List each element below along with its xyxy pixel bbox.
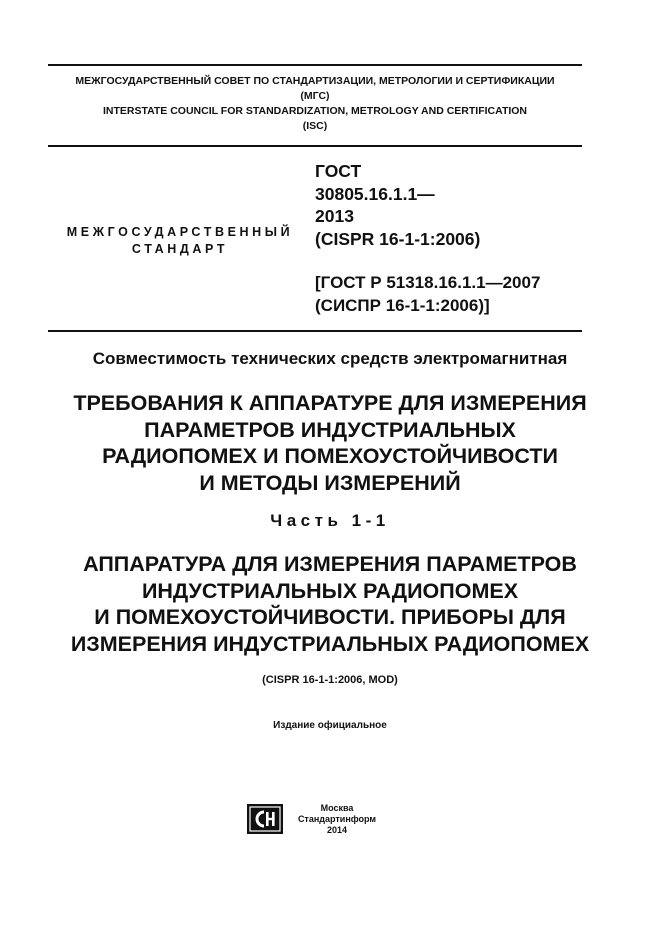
designation-line1: ГОСТ — [315, 161, 362, 181]
standard-type-line1: МЕЖГОСУДАРСТВЕННЫЙ — [66, 225, 294, 239]
document-subtitle: Совместимость технических средств электромагнитная — [92, 349, 568, 368]
cispr-reference: (CISPR 16-1-1:2006, MOD) — [262, 674, 398, 686]
edition-label: Издание официальное — [273, 720, 387, 731]
publisher-block — [290, 803, 384, 836]
part-title-line1: АППАРАТУРА ДЛЯ ИЗМЕРЕНИЯ ПАРАМЕТРОВ — [83, 552, 577, 576]
designation-line3: 2013 — [315, 206, 354, 226]
title-line2: ПАРАМЕТРОВ ИНДУСТРИАЛЬНЫХ — [144, 417, 516, 442]
title-line1: ТРЕБОВАНИЯ К АППАРАТУРЕ ДЛЯ ИЗМЕРЕНИЯ — [73, 391, 587, 415]
council-ru: МЕЖГОСУДАРСТВЕННЫЙ СОВЕТ ПО СТАНДАРТИЗАЦИИ, МЕТРОЛОГИИ И СЕРТИФИКАЦИИ — [75, 75, 555, 87]
designation-line2: 30805.16.1.1— — [315, 183, 435, 204]
title-line4: И МЕТОДЫ ИЗМЕРЕНИЙ — [199, 470, 461, 495]
standard-type — [56, 224, 304, 258]
replaces-line2: (СИСПР 16-1-1:2006)] — [315, 295, 490, 315]
council-ru-abbr: (МГС) — [300, 90, 330, 102]
designation-line4: (CISPR 16-1-1:2006) — [315, 228, 481, 249]
publisher-city: Москва — [320, 803, 354, 813]
part-title-line2: ИНДУСТРИАЛЬНЫХ РАДИОПОМЕХ — [141, 578, 519, 603]
header-rule — [48, 145, 582, 147]
designation-rule — [48, 330, 582, 332]
publisher-year: 2014 — [326, 825, 348, 835]
document-title — [30, 390, 630, 496]
top-rule — [48, 64, 582, 66]
standartinform-logo-icon — [247, 804, 283, 834]
council-en-abbr: (ISC) — [302, 120, 328, 132]
part-title — [30, 551, 630, 657]
publisher-name: Стандартинформ — [297, 814, 377, 824]
part-title-line4: ИЗМЕРЕНИЯ ИНДУСТРИАЛЬНЫХ РАДИОПОМЕХ — [70, 631, 590, 656]
part-label: Часть 1-1 — [270, 511, 390, 530]
council-en: INTERSTATE COUNCIL FOR STANDARDIZATION, METROLOGY AND CERTIFICATION — [102, 105, 528, 117]
replaces-line1: [ГОСТ Р 51318.16.1.1—2007 — [315, 273, 541, 292]
title-line3: РАДИОПОМЕХ И ПОМЕХОУСТОЙЧИВОСТИ — [102, 444, 558, 468]
part-title-line3: И ПОМЕХОУСТОЙЧИВОСТИ. ПРИБОРЫ ДЛЯ — [94, 605, 566, 629]
standard-type-line2: СТАНДАРТ — [131, 242, 229, 256]
gost-designation — [315, 160, 585, 250]
council-header — [48, 74, 582, 134]
replaced-standard — [315, 272, 585, 317]
